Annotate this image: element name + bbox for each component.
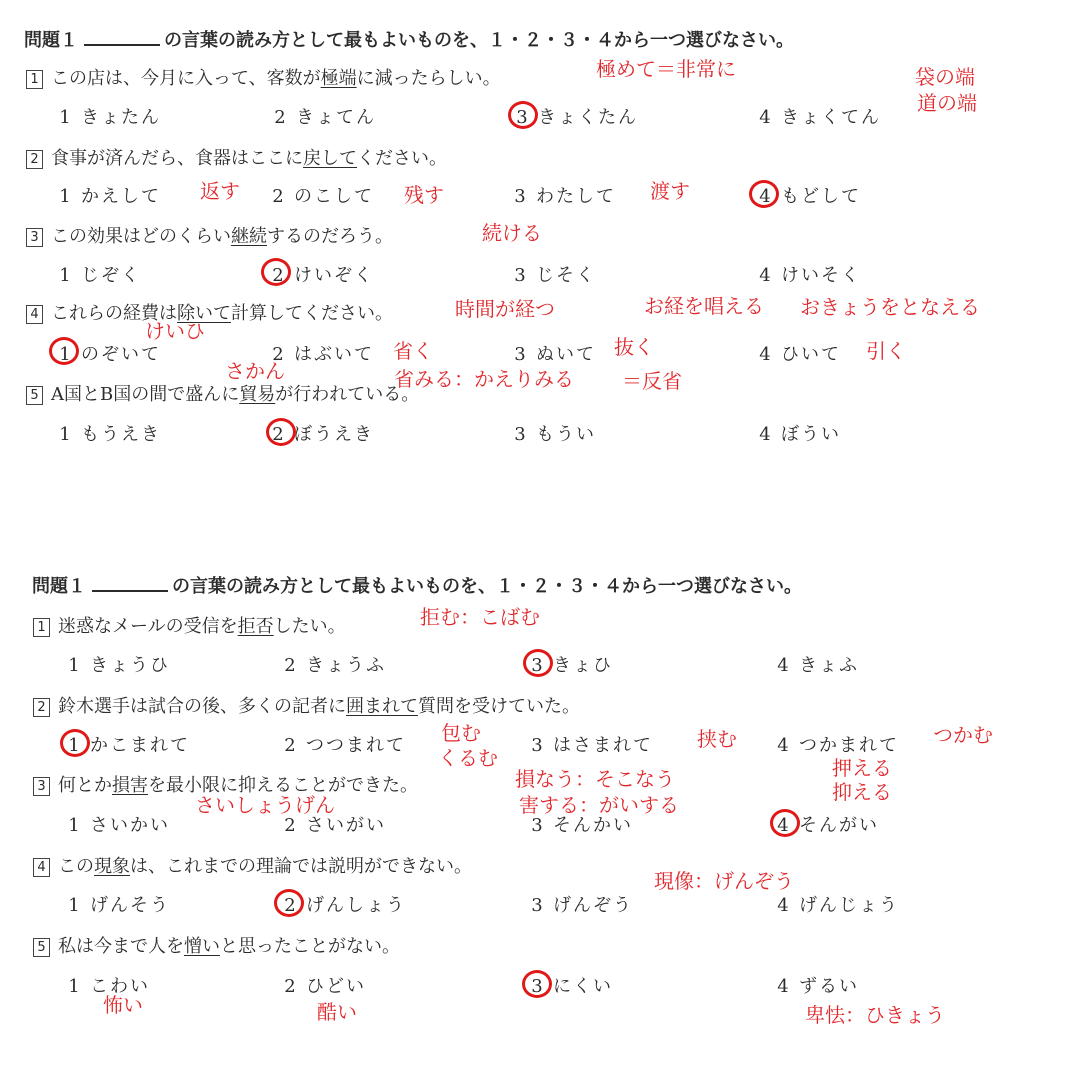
handwritten-note: くるむ xyxy=(438,746,498,770)
option-2[interactable]: 2 つつまれて xyxy=(284,735,406,756)
option-4[interactable]: 4 きょふ xyxy=(777,655,859,676)
handwritten-note: 極めて＝非常に xyxy=(596,57,736,81)
question-stem xyxy=(26,64,501,90)
question-stem xyxy=(26,299,393,325)
question-stem xyxy=(33,612,346,638)
option-1[interactable]: 1 さいかい xyxy=(68,815,170,836)
option-4[interactable]: 4 ずるい xyxy=(777,976,859,997)
stem-before: 私は今まで人を xyxy=(58,936,184,957)
option-4[interactable]: 4 そんがい xyxy=(777,815,879,836)
option-1[interactable]: 1 げんそう xyxy=(68,895,170,916)
stem-target: 戻して xyxy=(303,148,357,169)
handwritten-note: 残す xyxy=(404,183,444,207)
underline-blank xyxy=(84,30,160,46)
handwritten-note: 続ける xyxy=(482,221,542,245)
handwritten-note: 損なう：そこなう xyxy=(515,767,675,791)
handwritten-note: 省く xyxy=(393,339,433,363)
question-stem xyxy=(33,692,580,718)
option-3[interactable]: 3 げんぞう xyxy=(531,895,633,916)
option-2[interactable]: 2 ひどい xyxy=(284,976,366,997)
handwritten-note: 引く xyxy=(866,339,906,363)
answer-circle xyxy=(508,101,538,129)
handwritten-note: けいひ xyxy=(145,319,205,343)
stem-target: 貿易 xyxy=(239,384,276,405)
option-1[interactable]: 1 こわい xyxy=(68,976,150,997)
option-3[interactable]: 3 はさまれて xyxy=(531,735,653,756)
stem-after: を最小限に抑えることができた。 xyxy=(148,775,418,796)
handwritten-note: 卑怯：ひきょう xyxy=(805,1003,945,1027)
header-instruction: の言葉の読み方として最もよいものを、１・２・３・４から一つ選びなさい。 xyxy=(164,30,794,51)
answer-circle xyxy=(274,889,304,917)
option-2[interactable]: 2 げんしょう xyxy=(284,895,406,916)
handwritten-note: 返す xyxy=(200,179,240,203)
handwritten-note: 拒む：こばむ xyxy=(420,605,540,629)
option-1[interactable]: 1 きょうひ xyxy=(68,655,170,676)
stem-before: 何とか xyxy=(58,775,112,796)
option-4[interactable]: 4 もどして xyxy=(759,186,861,207)
option-4[interactable]: 4 けいそく xyxy=(759,265,861,286)
option-3[interactable]: 3 ぬいて xyxy=(514,344,596,365)
stem-before: この店は、今月に入って、客数が xyxy=(51,68,321,89)
handwritten-note: 包む xyxy=(441,721,481,745)
stem-target: 除いて xyxy=(177,303,231,324)
option-3[interactable]: 3 そんかい xyxy=(531,815,633,836)
stem-before: 鈴木選手は試合の後、多くの記者に xyxy=(58,696,346,717)
option-2[interactable]: 2 きょうふ xyxy=(284,655,386,676)
handwritten-note: つかむ xyxy=(933,723,993,747)
header-instruction: の言葉の読み方として最もよいものを、１・２・３・４から一つ選びなさい。 xyxy=(172,576,802,597)
question-number: 5 xyxy=(26,386,43,405)
stem-before: この xyxy=(58,856,94,877)
stem-after: が行われている。 xyxy=(275,384,420,405)
stem-before: 迷惑なメールの受信を xyxy=(58,616,238,637)
option-1[interactable]: 1 かこまれて xyxy=(68,735,190,756)
handwritten-note: 抑える xyxy=(832,780,892,804)
stem-before: これらの経費は xyxy=(51,303,177,324)
handwritten-note: 挟む xyxy=(697,727,737,751)
stem-after: は、これまでの理論では説明ができない。 xyxy=(130,856,472,877)
handwritten-note: 抜く xyxy=(614,335,654,359)
handwritten-note: 省みる：かえりみる xyxy=(394,367,574,391)
question-number: 3 xyxy=(26,228,43,247)
handwritten-note: おきょうをとなえる xyxy=(800,295,980,319)
stem-after: ください。 xyxy=(357,148,447,169)
question-number: 2 xyxy=(33,698,50,717)
answer-circle xyxy=(770,809,800,837)
header-label: 問題１ xyxy=(32,576,86,597)
question-stem xyxy=(26,144,447,170)
question-block-1 xyxy=(0,0,1076,520)
handwritten-note: 押える xyxy=(832,756,892,780)
stem-after: 質問を受けていた。 xyxy=(418,696,580,717)
option-4[interactable]: 4 ひいて xyxy=(759,344,841,365)
stem-target: 拒否 xyxy=(237,616,274,637)
handwritten-note: 害する：がいする xyxy=(519,793,679,817)
question-block-2 xyxy=(0,548,1076,1068)
handwritten-note: ＝反省 xyxy=(622,369,682,393)
handwritten-note: 渡す xyxy=(650,179,690,203)
question-stem xyxy=(33,932,400,958)
question-number: 2 xyxy=(26,150,43,169)
option-2[interactable]: 2 さいがい xyxy=(284,815,386,836)
option-4[interactable]: 4 げんじょう xyxy=(777,895,899,916)
block-header xyxy=(32,572,802,598)
stem-target: 極端 xyxy=(320,68,357,89)
block-header xyxy=(24,26,794,52)
stem-after: に減ったらしい。 xyxy=(356,68,501,89)
stem-before: 食事が済んだら、食器はここに xyxy=(51,148,303,169)
option-3[interactable]: 3 きょくたん xyxy=(516,107,638,128)
stem-target: 継続 xyxy=(231,226,267,247)
option-2[interactable]: 2 けいぞく xyxy=(272,265,374,286)
option-1[interactable]: 1 かえして xyxy=(59,186,161,207)
option-3[interactable]: 3 わたして xyxy=(514,186,616,207)
option-2[interactable]: 2 ぼうえき xyxy=(272,424,374,445)
answer-circle xyxy=(261,258,291,286)
handwritten-note: 時間が経つ xyxy=(455,297,555,321)
stem-before: A国とB国の間で盛んに xyxy=(51,384,240,405)
question-number: 5 xyxy=(33,938,50,957)
stem-target: 損害 xyxy=(112,775,148,796)
stem-after: するのだろう。 xyxy=(267,226,393,247)
stem-before: この効果はどのくらい xyxy=(51,226,231,247)
option-2[interactable]: 2 はぶいて xyxy=(272,344,374,365)
handwritten-note: 酷い xyxy=(317,1000,357,1024)
handwritten-note: さいしょうげん xyxy=(195,793,335,817)
handwritten-note: 道の端 xyxy=(917,91,977,115)
header-label: 問題１ xyxy=(24,30,78,51)
underline-blank xyxy=(92,576,168,592)
answer-circle xyxy=(749,180,779,208)
option-3[interactable]: 3 きょひ xyxy=(531,655,613,676)
answer-circle xyxy=(522,970,552,998)
option-1[interactable]: 1 もうえき xyxy=(59,424,161,445)
stem-after: と思ったことがない。 xyxy=(220,936,400,957)
question-number: 4 xyxy=(33,858,50,877)
question-number: 4 xyxy=(26,305,43,324)
stem-target: 囲まれて xyxy=(346,696,418,717)
handwritten-note: 袋の端 xyxy=(915,65,975,89)
answer-circle xyxy=(49,337,79,365)
question-stem xyxy=(26,222,393,248)
option-2[interactable]: 2 のこして xyxy=(272,186,374,207)
answer-circle xyxy=(266,418,296,446)
option-4[interactable]: 4 つかまれて xyxy=(777,735,899,756)
handwritten-note: 怖い xyxy=(103,993,143,1017)
option-2[interactable]: 2 きょてん xyxy=(274,107,376,128)
question-stem xyxy=(33,852,472,878)
answer-circle xyxy=(60,729,90,757)
handwritten-note: さかん xyxy=(225,359,285,383)
stem-after: 計算してください。 xyxy=(231,303,393,324)
question-number: 3 xyxy=(33,777,50,796)
option-1[interactable]: 1 きょたん xyxy=(59,107,161,128)
option-3[interactable]: 3 じそく xyxy=(514,265,596,286)
option-1[interactable]: 1 のぞいて xyxy=(59,344,161,365)
stem-after: したい。 xyxy=(273,616,346,637)
question-stem xyxy=(26,380,419,406)
option-4[interactable]: 4 きょくてん xyxy=(759,107,881,128)
question-number: 1 xyxy=(33,618,50,637)
option-1[interactable]: 1 じぞく xyxy=(59,265,141,286)
stem-target: 憎い xyxy=(184,936,220,957)
option-3[interactable]: 3 もうい xyxy=(514,424,596,445)
handwritten-note: お経を唱える xyxy=(644,294,764,318)
answer-circle xyxy=(523,649,553,677)
handwritten-note: 現像：げんぞう xyxy=(654,869,794,893)
stem-target: 現象 xyxy=(94,856,130,877)
option-3[interactable]: 3 にくい xyxy=(531,976,613,997)
option-4[interactable]: 4 ぼうい xyxy=(759,424,841,445)
question-number: 1 xyxy=(26,70,43,89)
